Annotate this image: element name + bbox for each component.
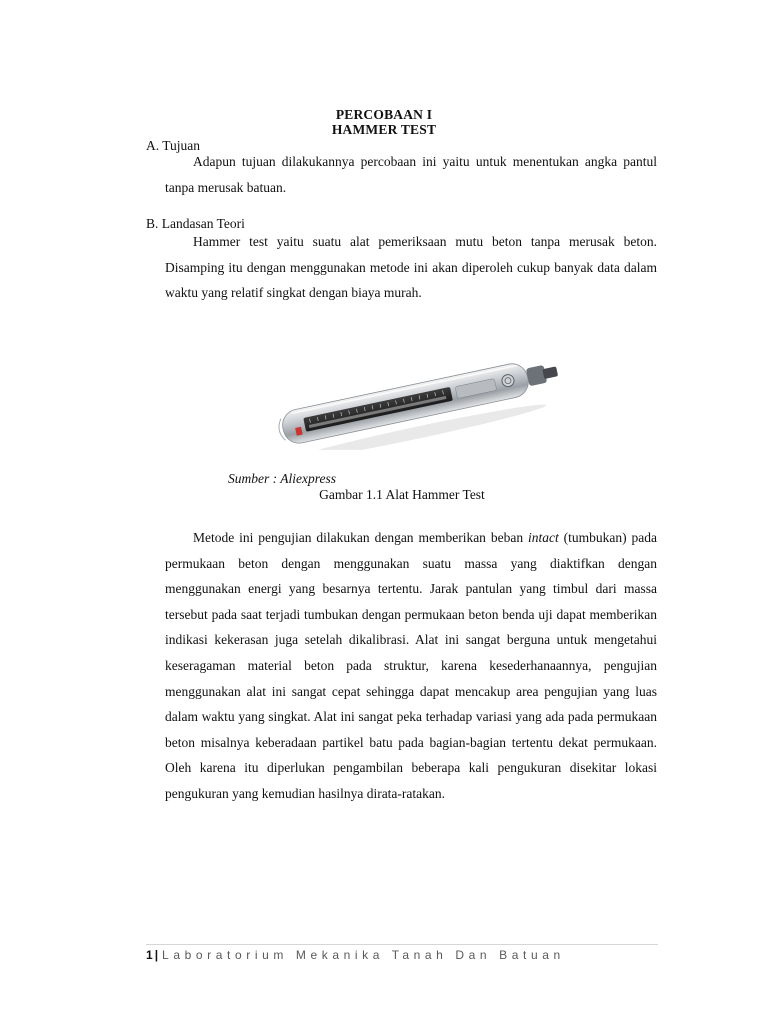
- hammer-test-device-icon: [262, 340, 572, 450]
- section-b-heading: B. Landasan Teori: [146, 216, 245, 231]
- body-text-after: (tumbukan) pada permukaan beton dengan menggunakan suatu massa yang diaktifkan dengan menggunakan energi yang besarnya tertentu. Jarak pantulan yang timbul dari massa tersebut pada saat terjadi tumbukan dengan permukaan beton benda uji dapat memberikan indikasi kekerasan juga setelah dikalibrasi. Alat ini sangat berguna untuk mengetahui keseragaman material beton pada struktur, karena kesederhanaannya, pengujian menggunakan alat ini sangat cepat sehingga dapat mencakup area pengujian yang luas dalam waktu yang singkat. Alat ini sangat peka terhadap variasi yang ada pada permukaan beton misalnya keberadaan partikel batu pada bagian-bagian tertentu dekat permukaan. Oleh karena itu diperlukan pengambilan beberapa kali pengukuran disekitar lokasi pengukuran yang kemudian hasilnya dirata-ratakan.: [165, 530, 658, 801]
- footer-divider: [146, 944, 658, 945]
- section-a-text: Adapun tujuan dilakukannya percobaan ini yaitu untuk menentukan angka pantul tanpa merusak batuan.: [165, 154, 657, 195]
- figure-caption: Gambar 1.1 Alat Hammer Test: [319, 487, 485, 502]
- page-subtitle: HAMMER TEST: [331, 122, 437, 137]
- body-text-italic: intact: [527, 530, 559, 545]
- body-paragraph: [165, 525, 657, 807]
- section-a-paragraph: [165, 149, 657, 200]
- section-a-heading: A. Tujuan: [146, 138, 201, 153]
- section-b-paragraph: [165, 229, 657, 306]
- body-text-before: Metode ini pengujian dilakukan dengan memberikan beban: [193, 530, 528, 545]
- page-title: PERCOBAAN I: [335, 107, 433, 122]
- footer-label: Laboratorium Mekanika Tanah Dan Batuan: [162, 948, 565, 962]
- section-b-text: Hammer test yaitu suatu alat pemeriksaan mutu beton tanpa merusak beton. Disamping itu dengan menggunakan metode ini akan diperoleh cukup banyak data dalam waktu yang relatif singkat dengan biaya murah.: [165, 234, 657, 301]
- page-footer: [146, 948, 565, 962]
- page-number: 1: [146, 948, 153, 962]
- hammer-test-image: [262, 340, 572, 450]
- figure-source: Sumber : Aliexpress: [228, 471, 336, 486]
- footer-separator: |: [154, 948, 159, 962]
